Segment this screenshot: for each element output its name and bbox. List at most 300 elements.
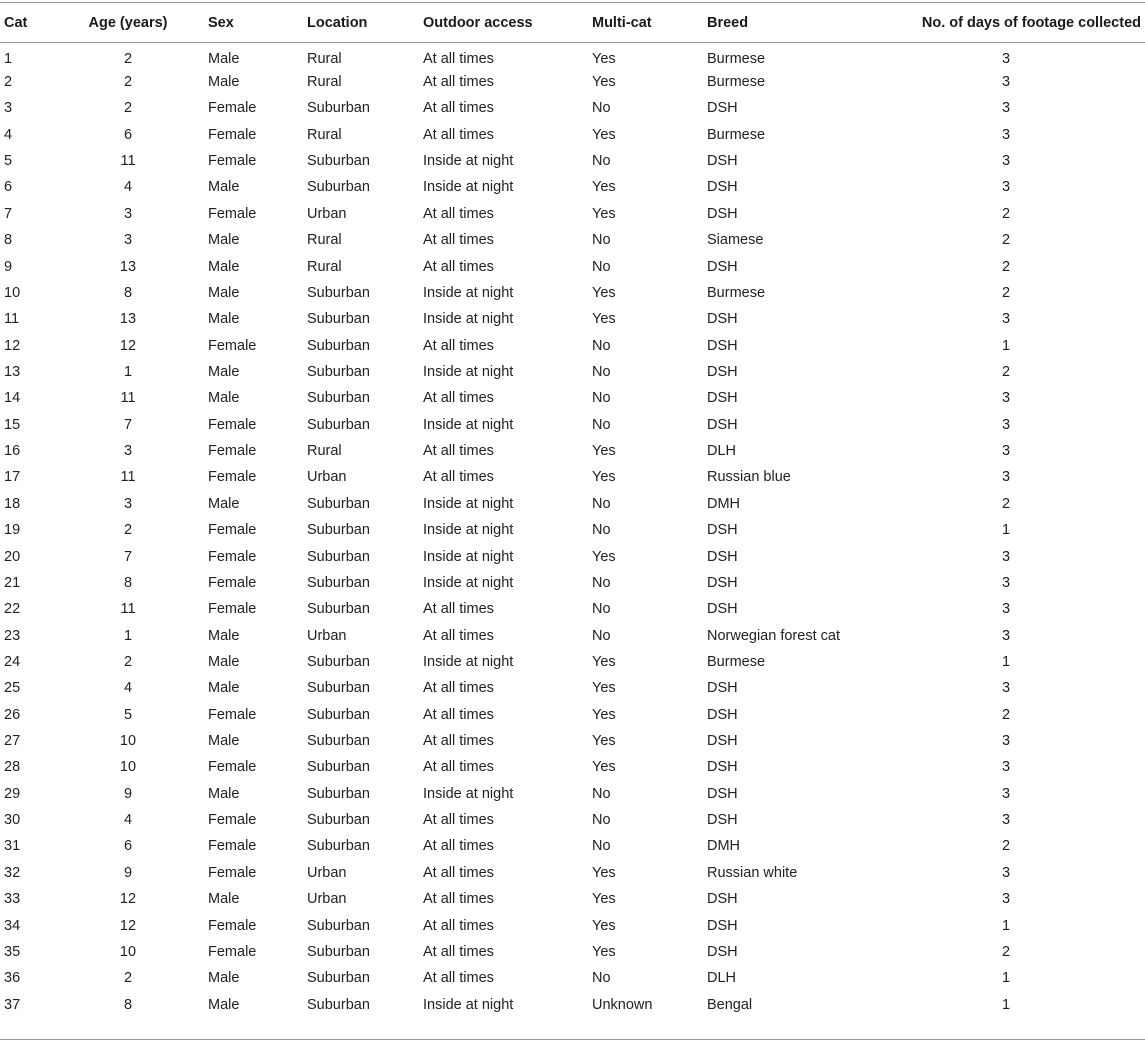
cell-outdoor-access: Inside at night bbox=[423, 153, 514, 170]
table-row bbox=[0, 781, 1145, 807]
header-sex: Sex bbox=[208, 14, 234, 31]
cell-days-footage: 3 bbox=[1001, 179, 1011, 196]
cell-breed: DSH bbox=[707, 337, 738, 354]
cell-outdoor-access: At all times bbox=[423, 680, 494, 697]
cell-breed: Burmese bbox=[707, 284, 766, 301]
cell-multi-cat: No bbox=[592, 601, 611, 618]
cell-location: Rural bbox=[307, 50, 342, 67]
cell-multi-cat: Yes bbox=[592, 50, 616, 67]
cell-location: Suburban bbox=[307, 179, 370, 196]
cell-days-footage: 3 bbox=[1001, 759, 1011, 776]
cell-days-footage: 3 bbox=[1001, 153, 1011, 170]
cell-outdoor-access: Inside at night bbox=[423, 653, 514, 670]
cell-breed: Russian white bbox=[707, 864, 798, 881]
cell-location: Suburban bbox=[307, 917, 370, 934]
cell-multi-cat: No bbox=[592, 100, 611, 117]
cell-breed: Burmese bbox=[707, 74, 766, 91]
table-row bbox=[0, 174, 1145, 200]
cell-location: Suburban bbox=[307, 311, 370, 328]
cell-sex: Male bbox=[208, 996, 240, 1013]
cell-multi-cat: No bbox=[592, 337, 611, 354]
cell-age: 12 bbox=[119, 917, 137, 934]
cell-breed: DSH bbox=[707, 100, 738, 117]
cell-multi-cat: No bbox=[592, 574, 611, 591]
cell-sex: Male bbox=[208, 390, 240, 407]
cell-outdoor-access: At all times bbox=[423, 232, 494, 249]
cell-cat: 14 bbox=[4, 390, 21, 407]
table-row bbox=[0, 754, 1145, 780]
cell-cat: 27 bbox=[4, 733, 21, 750]
cell-breed: DLH bbox=[707, 443, 737, 460]
cell-multi-cat: Yes bbox=[592, 759, 616, 776]
cell-cat: 15 bbox=[4, 416, 21, 433]
cell-location: Suburban bbox=[307, 943, 370, 960]
cell-outdoor-access: At all times bbox=[423, 891, 494, 908]
cell-sex: Female bbox=[208, 943, 257, 960]
table-row bbox=[0, 359, 1145, 385]
cell-cat: 19 bbox=[4, 522, 21, 539]
cell-multi-cat: Yes bbox=[592, 179, 616, 196]
cell-days-footage: 2 bbox=[1001, 284, 1011, 301]
cell-cat: 12 bbox=[4, 337, 21, 354]
cell-multi-cat: No bbox=[592, 785, 611, 802]
cell-outdoor-access: At all times bbox=[423, 943, 494, 960]
cell-age: 2 bbox=[123, 653, 133, 670]
cell-days-footage: 3 bbox=[1001, 311, 1011, 328]
cell-days-footage: 3 bbox=[1001, 574, 1011, 591]
cell-multi-cat: Yes bbox=[592, 284, 616, 301]
cell-sex: Female bbox=[208, 864, 257, 881]
cell-outdoor-access: At all times bbox=[423, 838, 494, 855]
table-row bbox=[0, 253, 1145, 279]
cell-outdoor-access: At all times bbox=[423, 443, 494, 460]
cell-breed: DSH bbox=[707, 891, 738, 908]
cell-breed: Bengal bbox=[707, 996, 753, 1013]
cell-sex: Male bbox=[208, 74, 240, 91]
cell-outdoor-access: Inside at night bbox=[423, 416, 514, 433]
cell-sex: Male bbox=[208, 627, 240, 644]
table-row bbox=[0, 833, 1145, 859]
cell-outdoor-access: At all times bbox=[423, 970, 494, 987]
table-row bbox=[0, 464, 1145, 490]
cell-cat: 11 bbox=[4, 311, 20, 328]
table-row bbox=[0, 227, 1145, 253]
cell-days-footage: 3 bbox=[1001, 733, 1011, 750]
table-row bbox=[0, 728, 1145, 754]
cell-outdoor-access: At all times bbox=[423, 74, 494, 91]
cell-outdoor-access: Inside at night bbox=[423, 363, 514, 380]
cell-location: Suburban bbox=[307, 390, 370, 407]
cell-multi-cat: Yes bbox=[592, 733, 616, 750]
cell-days-footage: 3 bbox=[1001, 390, 1011, 407]
cell-multi-cat: No bbox=[592, 838, 611, 855]
table-row bbox=[0, 939, 1145, 965]
cell-location: Suburban bbox=[307, 337, 370, 354]
cell-days-footage: 2 bbox=[1001, 495, 1011, 512]
cell-multi-cat: Yes bbox=[592, 74, 616, 91]
cell-days-footage: 2 bbox=[1001, 258, 1011, 275]
cell-cat: 23 bbox=[4, 627, 21, 644]
header-outdoor-access: Outdoor access bbox=[423, 14, 533, 31]
cell-sex: Male bbox=[208, 284, 240, 301]
cell-breed: DSH bbox=[707, 416, 738, 433]
cell-age: 4 bbox=[123, 812, 133, 829]
cell-outdoor-access: At all times bbox=[423, 205, 494, 222]
cell-breed: DSH bbox=[707, 943, 738, 960]
header-location: Location bbox=[307, 14, 368, 31]
cell-outdoor-access: At all times bbox=[423, 258, 494, 275]
cell-days-footage: 2 bbox=[1001, 838, 1011, 855]
cell-location: Suburban bbox=[307, 706, 370, 723]
cell-location: Suburban bbox=[307, 601, 370, 618]
cell-cat: 13 bbox=[4, 363, 21, 380]
cell-location: Urban bbox=[307, 864, 347, 881]
cell-outdoor-access: Inside at night bbox=[423, 311, 514, 328]
cell-breed: DSH bbox=[707, 311, 738, 328]
cell-outdoor-access: At all times bbox=[423, 601, 494, 618]
cell-multi-cat: No bbox=[592, 153, 611, 170]
table-row bbox=[0, 596, 1145, 622]
cell-sex: Male bbox=[208, 785, 240, 802]
cell-days-footage: 1 bbox=[1001, 337, 1011, 354]
cell-cat: 18 bbox=[4, 495, 21, 512]
cell-cat: 29 bbox=[4, 785, 21, 802]
cell-location: Suburban bbox=[307, 548, 370, 565]
cell-cat: 31 bbox=[4, 838, 21, 855]
cell-sex: Male bbox=[208, 970, 240, 987]
cell-days-footage: 1 bbox=[1001, 970, 1011, 987]
cell-sex: Male bbox=[208, 232, 240, 249]
cell-outdoor-access: At all times bbox=[423, 812, 494, 829]
cell-cat: 20 bbox=[4, 548, 21, 565]
cell-location: Suburban bbox=[307, 363, 370, 380]
cell-age: 3 bbox=[123, 443, 133, 460]
cell-cat: 37 bbox=[4, 996, 21, 1013]
cell-days-footage: 1 bbox=[1001, 996, 1011, 1013]
cell-location: Suburban bbox=[307, 733, 370, 750]
cell-age: 4 bbox=[123, 179, 133, 196]
cell-days-footage: 1 bbox=[1001, 917, 1011, 934]
cell-outdoor-access: At all times bbox=[423, 337, 494, 354]
cell-age: 8 bbox=[123, 574, 133, 591]
cell-multi-cat: Yes bbox=[592, 917, 616, 934]
cell-age: 2 bbox=[123, 74, 133, 91]
cell-age: 10 bbox=[119, 733, 137, 750]
cell-multi-cat: Yes bbox=[592, 706, 616, 723]
cell-cat: 16 bbox=[4, 443, 21, 460]
cell-location: Suburban bbox=[307, 416, 370, 433]
cell-cat: 5 bbox=[4, 153, 13, 170]
cell-sex: Female bbox=[208, 416, 257, 433]
cell-location: Rural bbox=[307, 443, 342, 460]
cell-days-footage: 2 bbox=[1001, 943, 1011, 960]
cell-multi-cat: Yes bbox=[592, 548, 616, 565]
cell-breed: DSH bbox=[707, 205, 738, 222]
cell-cat: 3 bbox=[4, 100, 13, 117]
table-row bbox=[0, 280, 1145, 306]
cell-days-footage: 3 bbox=[1001, 74, 1011, 91]
cell-age: 3 bbox=[123, 205, 133, 222]
table-row bbox=[0, 543, 1145, 569]
cell-cat: 17 bbox=[4, 469, 21, 486]
cell-breed: Burmese bbox=[707, 653, 766, 670]
cell-location: Suburban bbox=[307, 495, 370, 512]
cell-sex: Male bbox=[208, 495, 240, 512]
cell-sex: Female bbox=[208, 838, 257, 855]
cell-location: Rural bbox=[307, 258, 342, 275]
cell-breed: Burmese bbox=[707, 50, 766, 67]
cell-location: Suburban bbox=[307, 785, 370, 802]
cell-sex: Female bbox=[208, 469, 257, 486]
cell-sex: Male bbox=[208, 891, 240, 908]
cell-age: 7 bbox=[123, 416, 133, 433]
cell-multi-cat: Yes bbox=[592, 653, 616, 670]
cell-days-footage: 3 bbox=[1001, 50, 1011, 67]
cell-age: 11 bbox=[120, 153, 136, 170]
cell-location: Suburban bbox=[307, 522, 370, 539]
cell-age: 5 bbox=[123, 706, 133, 723]
table-row bbox=[0, 491, 1145, 517]
cell-age: 2 bbox=[123, 970, 133, 987]
cell-age: 11 bbox=[120, 469, 136, 486]
cell-cat: 8 bbox=[4, 232, 13, 249]
cell-multi-cat: No bbox=[592, 363, 611, 380]
cell-breed: DMH bbox=[707, 495, 741, 512]
cell-cat: 33 bbox=[4, 891, 21, 908]
cell-cat: 28 bbox=[4, 759, 21, 776]
cell-multi-cat: No bbox=[592, 232, 611, 249]
table-row bbox=[0, 122, 1145, 148]
cell-age: 4 bbox=[123, 680, 133, 697]
cell-sex: Female bbox=[208, 601, 257, 618]
cell-days-footage: 2 bbox=[1001, 205, 1011, 222]
cell-age: 1 bbox=[123, 363, 133, 380]
table-row bbox=[0, 43, 1145, 69]
cell-outdoor-access: At all times bbox=[423, 706, 494, 723]
cell-location: Suburban bbox=[307, 970, 370, 987]
cell-outdoor-access: Inside at night bbox=[423, 785, 514, 802]
cell-days-footage: 3 bbox=[1001, 469, 1011, 486]
cell-sex: Female bbox=[208, 759, 257, 776]
cell-multi-cat: No bbox=[592, 812, 611, 829]
cell-multi-cat: No bbox=[592, 522, 611, 539]
cell-sex: Male bbox=[208, 733, 240, 750]
cell-multi-cat: Yes bbox=[592, 443, 616, 460]
cell-sex: Female bbox=[208, 574, 257, 591]
cell-outdoor-access: At all times bbox=[423, 100, 494, 117]
cell-location: Urban bbox=[307, 891, 347, 908]
cell-breed: DSH bbox=[707, 917, 738, 934]
cell-age: 11 bbox=[120, 601, 136, 618]
cell-multi-cat: No bbox=[592, 416, 611, 433]
cell-age: 10 bbox=[119, 759, 137, 776]
cell-breed: DMH bbox=[707, 838, 741, 855]
table-row bbox=[0, 517, 1145, 543]
cell-outdoor-access: Inside at night bbox=[423, 495, 514, 512]
cell-age: 9 bbox=[123, 785, 133, 802]
cell-multi-cat: Yes bbox=[592, 311, 616, 328]
cell-outdoor-access: At all times bbox=[423, 50, 494, 67]
cell-cat: 26 bbox=[4, 706, 21, 723]
cell-cat: 9 bbox=[4, 258, 13, 275]
table-row bbox=[0, 675, 1145, 701]
cell-cat: 4 bbox=[4, 126, 13, 143]
cell-outdoor-access: Inside at night bbox=[423, 284, 514, 301]
cell-age: 2 bbox=[123, 50, 133, 67]
cell-location: Suburban bbox=[307, 996, 370, 1013]
cell-sex: Female bbox=[208, 126, 257, 143]
cell-age: 9 bbox=[123, 864, 133, 881]
cell-cat: 7 bbox=[4, 205, 13, 222]
cell-age: 6 bbox=[123, 126, 133, 143]
cell-multi-cat: No bbox=[592, 495, 611, 512]
cell-multi-cat: Yes bbox=[592, 864, 616, 881]
table-row bbox=[0, 332, 1145, 358]
cell-sex: Female bbox=[208, 522, 257, 539]
cell-days-footage: 3 bbox=[1001, 100, 1011, 117]
cell-multi-cat: Yes bbox=[592, 126, 616, 143]
cell-outdoor-access: Inside at night bbox=[423, 179, 514, 196]
cell-breed: DSH bbox=[707, 733, 738, 750]
cell-multi-cat: Yes bbox=[592, 205, 616, 222]
table-row bbox=[0, 385, 1145, 411]
cell-location: Suburban bbox=[307, 812, 370, 829]
cell-days-footage: 3 bbox=[1001, 891, 1011, 908]
cell-days-footage: 3 bbox=[1001, 416, 1011, 433]
cell-breed: DLH bbox=[707, 970, 737, 987]
header-breed: Breed bbox=[707, 14, 749, 31]
table-row bbox=[0, 622, 1145, 648]
cell-cat: 6 bbox=[4, 179, 13, 196]
cell-location: Urban bbox=[307, 469, 347, 486]
cell-sex: Female bbox=[208, 205, 257, 222]
cell-age: 1 bbox=[123, 627, 133, 644]
cell-days-footage: 3 bbox=[1001, 126, 1011, 143]
cell-multi-cat: Yes bbox=[592, 469, 616, 486]
cell-sex: Female bbox=[208, 153, 257, 170]
cell-cat: 35 bbox=[4, 943, 21, 960]
table-row bbox=[0, 701, 1145, 727]
cell-breed: Russian blue bbox=[707, 469, 791, 486]
table-header bbox=[0, 3, 1145, 43]
cell-days-footage: 2 bbox=[1001, 363, 1011, 380]
cell-breed: DSH bbox=[707, 548, 738, 565]
cell-days-footage: 3 bbox=[1001, 680, 1011, 697]
cell-multi-cat: No bbox=[592, 970, 611, 987]
cell-outdoor-access: At all times bbox=[423, 469, 494, 486]
cell-age: 2 bbox=[123, 100, 133, 117]
cell-cat: 30 bbox=[4, 812, 21, 829]
cell-breed: Burmese bbox=[707, 126, 766, 143]
cell-sex: Male bbox=[208, 680, 240, 697]
cell-age: 8 bbox=[123, 284, 133, 301]
header-age: Age (years) bbox=[88, 14, 168, 31]
cell-days-footage: 2 bbox=[1001, 706, 1011, 723]
cell-breed: DSH bbox=[707, 390, 738, 407]
table-row bbox=[0, 912, 1145, 938]
cell-multi-cat: No bbox=[592, 627, 611, 644]
cell-breed: DSH bbox=[707, 153, 738, 170]
table-row bbox=[0, 807, 1145, 833]
cell-cat: 22 bbox=[4, 601, 21, 618]
cell-location: Urban bbox=[307, 627, 347, 644]
cell-cat: 36 bbox=[4, 970, 21, 987]
cell-location: Suburban bbox=[307, 759, 370, 776]
cell-location: Rural bbox=[307, 126, 342, 143]
cell-cat: 32 bbox=[4, 864, 21, 881]
cell-sex: Male bbox=[208, 50, 240, 67]
table-row bbox=[0, 201, 1145, 227]
cell-age: 6 bbox=[123, 838, 133, 855]
table-row bbox=[0, 412, 1145, 438]
cell-location: Rural bbox=[307, 74, 342, 91]
cell-breed: DSH bbox=[707, 258, 738, 275]
table-row bbox=[0, 965, 1145, 991]
cell-breed: DSH bbox=[707, 812, 738, 829]
cell-days-footage: 2 bbox=[1001, 232, 1011, 249]
cell-breed: DSH bbox=[707, 179, 738, 196]
cell-age: 12 bbox=[119, 337, 137, 354]
table-row bbox=[0, 306, 1145, 332]
cell-days-footage: 3 bbox=[1001, 548, 1011, 565]
cell-outdoor-access: Inside at night bbox=[423, 548, 514, 565]
cell-outdoor-access: At all times bbox=[423, 390, 494, 407]
cell-days-footage: 3 bbox=[1001, 601, 1011, 618]
cell-age: 3 bbox=[123, 495, 133, 512]
cell-outdoor-access: At all times bbox=[423, 864, 494, 881]
cell-breed: DSH bbox=[707, 363, 738, 380]
cell-sex: Male bbox=[208, 179, 240, 196]
cell-days-footage: 1 bbox=[1001, 653, 1011, 670]
cell-outdoor-access: At all times bbox=[423, 627, 494, 644]
cell-multi-cat: Yes bbox=[592, 680, 616, 697]
cell-age: 3 bbox=[123, 232, 133, 249]
cell-age: 10 bbox=[119, 943, 137, 960]
cell-days-footage: 3 bbox=[1001, 443, 1011, 460]
cell-age: 13 bbox=[119, 311, 137, 328]
header-multi-cat: Multi-cat bbox=[592, 14, 652, 31]
cell-cat: 1 bbox=[4, 50, 13, 67]
table-row bbox=[0, 886, 1145, 912]
cats-table bbox=[0, 2, 1145, 1018]
cell-breed: DSH bbox=[707, 522, 738, 539]
cell-breed: DSH bbox=[707, 680, 738, 697]
cell-sex: Male bbox=[208, 258, 240, 275]
cell-age: 11 bbox=[120, 390, 136, 407]
cell-sex: Female bbox=[208, 100, 257, 117]
cell-location: Suburban bbox=[307, 153, 370, 170]
cell-outdoor-access: At all times bbox=[423, 733, 494, 750]
cell-cat: 2 bbox=[4, 74, 13, 91]
cell-sex: Male bbox=[208, 363, 240, 380]
table-row bbox=[0, 860, 1145, 886]
header-days-footage: No. of days of footage collected bbox=[921, 14, 1141, 31]
cell-cat: 10 bbox=[4, 284, 21, 301]
cell-sex: Female bbox=[208, 706, 257, 723]
cell-sex: Male bbox=[208, 311, 240, 328]
cell-breed: DSH bbox=[707, 759, 738, 776]
cell-breed: DSH bbox=[707, 574, 738, 591]
cell-multi-cat: No bbox=[592, 258, 611, 275]
table-row bbox=[0, 95, 1145, 121]
cell-location: Suburban bbox=[307, 680, 370, 697]
cell-cat: 25 bbox=[4, 680, 21, 697]
cell-days-footage: 3 bbox=[1001, 627, 1011, 644]
cell-location: Suburban bbox=[307, 653, 370, 670]
cell-sex: Female bbox=[208, 917, 257, 934]
cell-age: 13 bbox=[119, 258, 137, 275]
cell-days-footage: 3 bbox=[1001, 785, 1011, 802]
